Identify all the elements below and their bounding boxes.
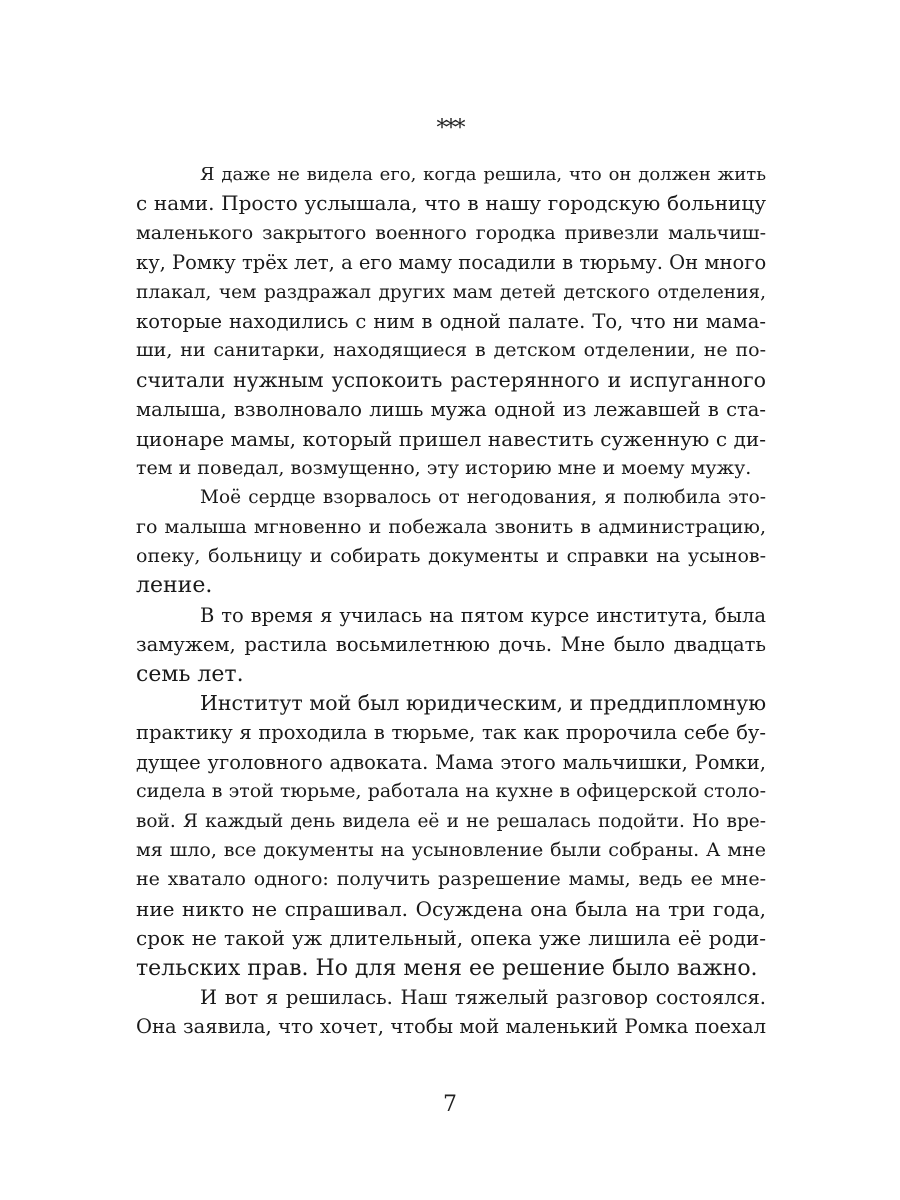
- text-line: которые находились с ним в одной палате. То, что ни мама-: [136, 309, 766, 333]
- paragraph: [136, 983, 766, 1042]
- page-number: 7: [443, 1092, 457, 1117]
- text-line: ку, Ромку трёх лет, а его маму посадили в тюрьму. Он много: [136, 251, 767, 275]
- text-line: с нами. Просто услышала, что в нашу городскую больницу: [136, 191, 766, 216]
- text-line: И вот я решилась. Наш тяжелый разговор состоялся.: [200, 985, 766, 1009]
- paragraph: [136, 601, 766, 689]
- text-line: Моё сердце взорвалось от негодования, я полюбила это-: [200, 487, 766, 509]
- text-line: срок не такой уж длительный, опека уже лишила её роди-: [136, 926, 766, 951]
- text-line: не хватало одного: получить разрешение мамы, ведь ее мне-: [136, 868, 766, 891]
- text-line: маленького закрытого военного городка привезли мальчиш-: [136, 221, 766, 244]
- text-line: вой. Я каждый день видела её и не решалась подойти. Но вре-: [136, 810, 766, 832]
- text-line: плакал, чем раздражал других мам детей детского отделения,: [136, 281, 766, 303]
- paragraph: [136, 689, 766, 983]
- text-line: Институт мой был юридическим, и преддипломную: [200, 691, 767, 716]
- text-line: ционаре мамы, который пришел навестить суженную с ди-: [136, 426, 766, 451]
- text-line: В то время я училась на пятом курсе института, была: [200, 603, 766, 627]
- text-line: ление.: [136, 573, 213, 599]
- text-line: мя шло, все документы на усыновление были собраны. А мне: [136, 838, 766, 861]
- body-text: [136, 160, 766, 1042]
- text-line: го малыша мгновенно и побежала звонить в администрацию,: [136, 515, 766, 538]
- text-line: практику я проходила в тюрьме, так как пророчила себе бу-: [136, 721, 766, 745]
- text-line: тельских прав. Но для меня ее решение было важно.: [136, 955, 758, 981]
- text-line: опеку, больницу и собирать документы и справки на усынов-: [136, 545, 766, 568]
- text-line: считали нужным успокоить растерянного и испуганного: [136, 367, 766, 392]
- text-line: сидела в этой тюрьме, работала на кухне в офицерской столо-: [136, 780, 766, 803]
- text-line: дущее уголовного адвоката. Мама этого мальчишки, Ромки,: [136, 750, 766, 774]
- text-line: ние никто не спрашивал. Осуждена она была на три года,: [136, 896, 766, 921]
- text-line: замужем, растила восьмилетнюю дочь. Мне было двадцать: [136, 633, 766, 657]
- text-line: Она заявила, что хочет, чтобы мой маленький Ромка поехал: [136, 1015, 766, 1039]
- text-line: ши, ни санитарки, находящиеся в детском отделении, не по-: [136, 339, 766, 362]
- paragraph: [136, 160, 766, 483]
- text-line: семь лет.: [136, 661, 244, 687]
- section-separator: ***: [436, 116, 464, 141]
- text-line: тем и поведал, возмущенно, эту историю мне и моему мужу.: [136, 456, 752, 479]
- paragraph: [136, 483, 766, 601]
- text-line: малыша, взволновало лишь мужа одной из лежавшей в ста-: [136, 398, 766, 422]
- text-line: Я даже не видела его, когда решила, что он должен жить: [200, 164, 766, 185]
